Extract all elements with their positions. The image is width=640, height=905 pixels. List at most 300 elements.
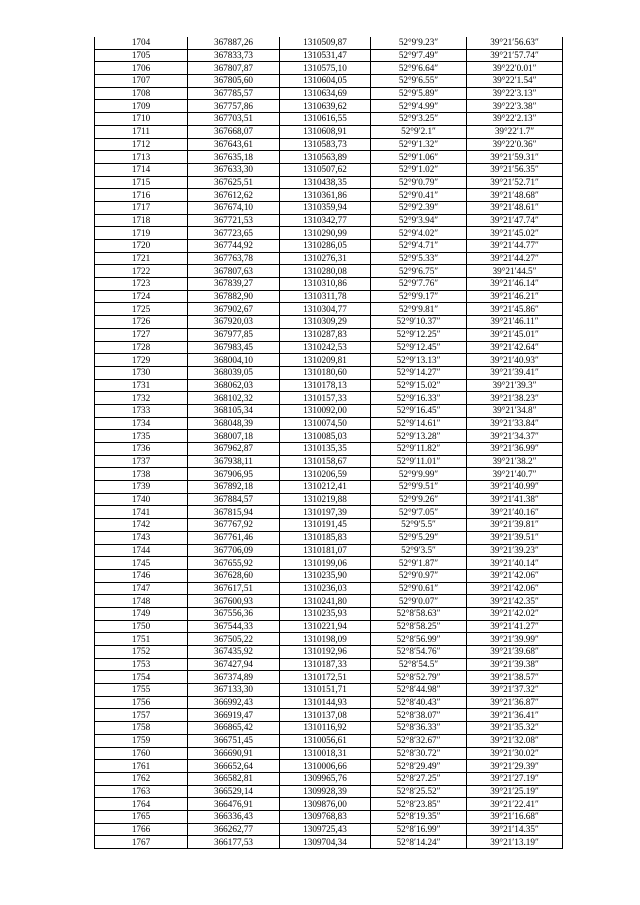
y-coordinate-cell: 1310304,77 <box>280 303 371 316</box>
longitude-cell: 39°21′42.02″ <box>467 607 563 620</box>
y-coordinate-cell: 1310187,33 <box>280 658 371 671</box>
x-coordinate-cell: 367757,86 <box>188 100 280 113</box>
latitude-cell: 52°9′11.01″ <box>371 455 467 468</box>
x-coordinate-cell: 367785,57 <box>188 87 280 100</box>
table-row <box>95 798 563 811</box>
latitude-cell: 52°9′10.37″ <box>371 316 467 329</box>
y-coordinate-cell: 1310236,03 <box>280 582 371 595</box>
longitude-cell: 39°21′42.06″ <box>467 582 563 595</box>
latitude-cell: 52°9′5.5″ <box>371 519 467 532</box>
point-number-cell: 1754 <box>95 671 188 684</box>
x-coordinate-cell: 366336,43 <box>188 810 280 823</box>
table-row <box>95 620 563 633</box>
table-row <box>95 734 563 747</box>
longitude-cell: 39°22′1.54″ <box>467 75 563 88</box>
x-coordinate-cell: 367633,30 <box>188 163 280 176</box>
latitude-cell: 52°9′4.02″ <box>371 227 467 240</box>
longitude-cell: 39°21′45.01″ <box>467 328 563 341</box>
latitude-cell: 52°9′15.02″ <box>371 379 467 392</box>
point-number-cell: 1752 <box>95 646 188 659</box>
latitude-cell: 52°9′4.71″ <box>371 240 467 253</box>
latitude-cell: 52°8′29.49″ <box>371 760 467 773</box>
x-coordinate-cell: 367962,87 <box>188 443 280 456</box>
table-row <box>95 468 563 481</box>
table-row <box>95 493 563 506</box>
longitude-cell: 39°21′32.08″ <box>467 734 563 747</box>
x-coordinate-cell: 367721,53 <box>188 214 280 227</box>
longitude-cell: 39°21′39.51″ <box>467 531 563 544</box>
y-coordinate-cell: 1310157,33 <box>280 392 371 405</box>
x-coordinate-cell: 367761,46 <box>188 531 280 544</box>
point-number-cell: 1741 <box>95 506 188 519</box>
longitude-cell: 39°21′46.11″ <box>467 316 563 329</box>
table-row <box>95 151 563 164</box>
y-coordinate-cell: 1310608,91 <box>280 125 371 138</box>
y-coordinate-cell: 1310185,83 <box>280 531 371 544</box>
y-coordinate-cell: 1310172,51 <box>280 671 371 684</box>
longitude-cell: 39°21′46.21″ <box>467 290 563 303</box>
x-coordinate-cell: 367674,10 <box>188 201 280 214</box>
x-coordinate-cell: 366529,14 <box>188 785 280 798</box>
latitude-cell: 52°9′14.27″ <box>371 366 467 379</box>
table-row <box>95 252 563 265</box>
point-number-cell: 1704 <box>95 37 188 49</box>
y-coordinate-cell: 1309725,43 <box>280 823 371 836</box>
x-coordinate-cell: 367983,45 <box>188 341 280 354</box>
y-coordinate-cell: 1309768,83 <box>280 810 371 823</box>
longitude-cell: 39°21′56.35″ <box>467 163 563 176</box>
x-coordinate-cell: 367815,94 <box>188 506 280 519</box>
longitude-cell: 39°21′44.77″ <box>467 240 563 253</box>
longitude-cell: 39°21′41.38″ <box>467 493 563 506</box>
point-number-cell: 1717 <box>95 201 188 214</box>
latitude-cell: 52°9′13.28″ <box>371 430 467 443</box>
x-coordinate-cell: 368048,39 <box>188 417 280 430</box>
y-coordinate-cell: 1310085,03 <box>280 430 371 443</box>
longitude-cell: 39°21′42.64″ <box>467 341 563 354</box>
x-coordinate-cell: 367505,22 <box>188 633 280 646</box>
table-row <box>95 75 563 88</box>
point-number-cell: 1734 <box>95 417 188 430</box>
point-number-cell: 1756 <box>95 696 188 709</box>
table-row <box>95 684 563 697</box>
table-row <box>95 328 563 341</box>
x-coordinate-cell: 367628,60 <box>188 569 280 582</box>
table-row <box>95 607 563 620</box>
point-number-cell: 1749 <box>95 607 188 620</box>
point-number-cell: 1729 <box>95 354 188 367</box>
x-coordinate-cell: 367744,92 <box>188 240 280 253</box>
y-coordinate-cell: 1310342,77 <box>280 214 371 227</box>
longitude-cell: 39°21′34.37″ <box>467 430 563 443</box>
x-coordinate-cell: 367882,90 <box>188 290 280 303</box>
latitude-cell: 52°8′58.25″ <box>371 620 467 633</box>
longitude-cell: 39°21′42.35″ <box>467 595 563 608</box>
x-coordinate-cell: 367668,07 <box>188 125 280 138</box>
table-row <box>95 189 563 202</box>
latitude-cell: 52°8′30.72″ <box>371 747 467 760</box>
point-number-cell: 1730 <box>95 366 188 379</box>
point-number-cell: 1748 <box>95 595 188 608</box>
y-coordinate-cell: 1310531,47 <box>280 49 371 62</box>
table-row <box>95 417 563 430</box>
x-coordinate-cell: 366582,81 <box>188 772 280 785</box>
latitude-cell: 52°9′5.33″ <box>371 252 467 265</box>
table-row <box>95 404 563 417</box>
y-coordinate-cell: 1310018,31 <box>280 747 371 760</box>
longitude-cell: 39°21′57.74″ <box>467 49 563 62</box>
y-coordinate-cell: 1310135,35 <box>280 443 371 456</box>
latitude-cell: 52°9′2.39″ <box>371 201 467 214</box>
table-row <box>95 163 563 176</box>
latitude-cell: 52°9′2.1″ <box>371 125 467 138</box>
longitude-cell: 39°21′41.27″ <box>467 620 563 633</box>
table-row <box>95 531 563 544</box>
longitude-cell: 39°21′39.38″ <box>467 658 563 671</box>
latitude-cell: 52°9′3.5″ <box>371 544 467 557</box>
point-number-cell: 1709 <box>95 100 188 113</box>
y-coordinate-cell: 1310192,96 <box>280 646 371 659</box>
table-row <box>95 341 563 354</box>
y-coordinate-cell: 1310290,99 <box>280 227 371 240</box>
x-coordinate-cell: 367655,92 <box>188 557 280 570</box>
longitude-cell: 39°22′2.13″ <box>467 113 563 126</box>
point-number-cell: 1721 <box>95 252 188 265</box>
table-row <box>95 214 563 227</box>
longitude-cell: 39°21′40.16″ <box>467 506 563 519</box>
x-coordinate-cell: 366690,91 <box>188 747 280 760</box>
y-coordinate-cell: 1309965,76 <box>280 772 371 785</box>
longitude-cell: 39°21′42.06″ <box>467 569 563 582</box>
latitude-cell: 52°9′5.29″ <box>371 531 467 544</box>
latitude-cell: 52°9′7.05″ <box>371 506 467 519</box>
point-number-cell: 1718 <box>95 214 188 227</box>
point-number-cell: 1711 <box>95 125 188 138</box>
longitude-cell: 39°21′36.99″ <box>467 443 563 456</box>
point-number-cell: 1763 <box>95 785 188 798</box>
point-number-cell: 1742 <box>95 519 188 532</box>
x-coordinate-cell: 367938,11 <box>188 455 280 468</box>
point-number-cell: 1710 <box>95 113 188 126</box>
x-coordinate-cell: 367612,62 <box>188 189 280 202</box>
table-row <box>95 49 563 62</box>
latitude-cell: 52°9′1.32″ <box>371 138 467 151</box>
y-coordinate-cell: 1310212,41 <box>280 481 371 494</box>
latitude-cell: 52°9′12.25″ <box>371 328 467 341</box>
y-coordinate-cell: 1310137,08 <box>280 709 371 722</box>
longitude-cell: 39°21′13.19″ <box>467 836 563 849</box>
latitude-cell: 52°9′0.07″ <box>371 595 467 608</box>
latitude-cell: 52°9′1.06″ <box>371 151 467 164</box>
x-coordinate-cell: 368039,05 <box>188 366 280 379</box>
table-row <box>95 557 563 570</box>
table-row <box>95 303 563 316</box>
latitude-cell: 52°8′58.63″ <box>371 607 467 620</box>
x-coordinate-cell: 367703,51 <box>188 113 280 126</box>
latitude-cell: 52°9′3.25″ <box>371 113 467 126</box>
table-row <box>95 646 563 659</box>
x-coordinate-cell: 367600,93 <box>188 595 280 608</box>
longitude-cell: 39°21′35.32″ <box>467 722 563 735</box>
y-coordinate-cell: 1310242,53 <box>280 341 371 354</box>
latitude-cell: 52°9′9.81″ <box>371 303 467 316</box>
longitude-cell: 39°21′45.86″ <box>467 303 563 316</box>
x-coordinate-cell: 367435,92 <box>188 646 280 659</box>
y-coordinate-cell: 1310235,93 <box>280 607 371 620</box>
longitude-cell: 39°21′14.35″ <box>467 823 563 836</box>
latitude-cell: 52°9′7.49″ <box>371 49 467 62</box>
x-coordinate-cell: 367427,94 <box>188 658 280 671</box>
y-coordinate-cell: 1310241,80 <box>280 595 371 608</box>
point-number-cell: 1751 <box>95 633 188 646</box>
longitude-cell: 39°21′39.99″ <box>467 633 563 646</box>
longitude-cell: 39°21′38.57″ <box>467 671 563 684</box>
table-row <box>95 354 563 367</box>
y-coordinate-cell: 1310276,31 <box>280 252 371 265</box>
table-row <box>95 760 563 773</box>
y-coordinate-cell: 1310286,05 <box>280 240 371 253</box>
y-coordinate-cell: 1309704,34 <box>280 836 371 849</box>
point-number-cell: 1731 <box>95 379 188 392</box>
x-coordinate-cell: 367807,63 <box>188 265 280 278</box>
table-row <box>95 823 563 836</box>
latitude-cell: 52°9′6.75″ <box>371 265 467 278</box>
latitude-cell: 52°8′25.52″ <box>371 785 467 798</box>
y-coordinate-cell: 1310181,07 <box>280 544 371 557</box>
longitude-cell: 39°21′44.5″ <box>467 265 563 278</box>
latitude-cell: 52°8′44.98″ <box>371 684 467 697</box>
y-coordinate-cell: 1310507,62 <box>280 163 371 176</box>
y-coordinate-cell: 1310144,93 <box>280 696 371 709</box>
x-coordinate-cell: 367556,36 <box>188 607 280 620</box>
point-number-cell: 1714 <box>95 163 188 176</box>
latitude-cell: 52°8′16.99″ <box>371 823 467 836</box>
table-row <box>95 569 563 582</box>
point-number-cell: 1725 <box>95 303 188 316</box>
point-number-cell: 1708 <box>95 87 188 100</box>
latitude-cell: 52°8′54.76″ <box>371 646 467 659</box>
latitude-cell: 52°9′13.13″ <box>371 354 467 367</box>
table-row <box>95 138 563 151</box>
longitude-cell: 39°21′36.41″ <box>467 709 563 722</box>
y-coordinate-cell: 1310006,66 <box>280 760 371 773</box>
point-number-cell: 1767 <box>95 836 188 849</box>
longitude-cell: 39°21′39.68″ <box>467 646 563 659</box>
longitude-cell: 39°21′27.19″ <box>467 772 563 785</box>
point-number-cell: 1766 <box>95 823 188 836</box>
longitude-cell: 39°21′40.7″ <box>467 468 563 481</box>
table-row <box>95 722 563 735</box>
latitude-cell: 52°8′38.07″ <box>371 709 467 722</box>
y-coordinate-cell: 1310158,67 <box>280 455 371 468</box>
latitude-cell: 52°9′14.61″ <box>371 417 467 430</box>
x-coordinate-cell: 367133,30 <box>188 684 280 697</box>
latitude-cell: 52°9′0.41″ <box>371 189 467 202</box>
y-coordinate-cell: 1310191,45 <box>280 519 371 532</box>
x-coordinate-cell: 367920,03 <box>188 316 280 329</box>
point-number-cell: 1733 <box>95 404 188 417</box>
x-coordinate-cell: 367706,09 <box>188 544 280 557</box>
latitude-cell: 52°9′7.76″ <box>371 278 467 291</box>
x-coordinate-cell: 367887,26 <box>188 37 280 49</box>
x-coordinate-cell: 366476,91 <box>188 798 280 811</box>
longitude-cell: 39°21′38.2″ <box>467 455 563 468</box>
table-row <box>95 595 563 608</box>
point-number-cell: 1712 <box>95 138 188 151</box>
y-coordinate-cell: 1310221,94 <box>280 620 371 633</box>
y-coordinate-cell: 1310151,71 <box>280 684 371 697</box>
y-coordinate-cell: 1310180,60 <box>280 366 371 379</box>
latitude-cell: 52°9′11.82″ <box>371 443 467 456</box>
longitude-cell: 39°22′3.38″ <box>467 100 563 113</box>
point-number-cell: 1750 <box>95 620 188 633</box>
point-number-cell: 1736 <box>95 443 188 456</box>
point-number-cell: 1747 <box>95 582 188 595</box>
point-number-cell: 1762 <box>95 772 188 785</box>
point-number-cell: 1740 <box>95 493 188 506</box>
coordinates-table <box>94 37 563 849</box>
x-coordinate-cell: 366262,77 <box>188 823 280 836</box>
y-coordinate-cell: 1310310,86 <box>280 278 371 291</box>
point-number-cell: 1739 <box>95 481 188 494</box>
longitude-cell: 39°21′40.93″ <box>467 354 563 367</box>
point-number-cell: 1744 <box>95 544 188 557</box>
longitude-cell: 39°21′33.84″ <box>467 417 563 430</box>
longitude-cell: 39°22′0.01″ <box>467 62 563 75</box>
table-row <box>95 100 563 113</box>
longitude-cell: 39°21′22.41″ <box>467 798 563 811</box>
latitude-cell: 52°9′9.26″ <box>371 493 467 506</box>
table-row <box>95 506 563 519</box>
y-coordinate-cell: 1310616,55 <box>280 113 371 126</box>
table-row <box>95 392 563 405</box>
point-number-cell: 1745 <box>95 557 188 570</box>
point-number-cell: 1728 <box>95 341 188 354</box>
point-number-cell: 1732 <box>95 392 188 405</box>
table-row <box>95 443 563 456</box>
longitude-cell: 39°21′48.68″ <box>467 189 563 202</box>
latitude-cell: 52°9′0.61″ <box>371 582 467 595</box>
y-coordinate-cell: 1310438,35 <box>280 176 371 189</box>
point-number-cell: 1764 <box>95 798 188 811</box>
longitude-cell: 39°21′37.32″ <box>467 684 563 697</box>
y-coordinate-cell: 1310509,87 <box>280 37 371 49</box>
table-row <box>95 240 563 253</box>
y-coordinate-cell: 1310198,09 <box>280 633 371 646</box>
latitude-cell: 52°8′56.99″ <box>371 633 467 646</box>
x-coordinate-cell: 368105,34 <box>188 404 280 417</box>
table-row <box>95 278 563 291</box>
x-coordinate-cell: 367902,67 <box>188 303 280 316</box>
latitude-cell: 52°9′1.87″ <box>371 557 467 570</box>
point-number-cell: 1758 <box>95 722 188 735</box>
latitude-cell: 52°8′36.33″ <box>371 722 467 735</box>
x-coordinate-cell: 368004,10 <box>188 354 280 367</box>
x-coordinate-cell: 367833,73 <box>188 49 280 62</box>
table-row <box>95 201 563 214</box>
point-number-cell: 1724 <box>95 290 188 303</box>
table-row <box>95 37 563 49</box>
y-coordinate-cell: 1309928,39 <box>280 785 371 798</box>
point-number-cell: 1715 <box>95 176 188 189</box>
y-coordinate-cell: 1310197,39 <box>280 506 371 519</box>
table-row <box>95 810 563 823</box>
table-row <box>95 785 563 798</box>
x-coordinate-cell: 366992,43 <box>188 696 280 709</box>
table-row <box>95 658 563 671</box>
table-row <box>95 87 563 100</box>
longitude-cell: 39°21′25.19″ <box>467 785 563 798</box>
table-row <box>95 582 563 595</box>
table-row <box>95 379 563 392</box>
y-coordinate-cell: 1310199,06 <box>280 557 371 570</box>
latitude-cell: 52°9′0.79″ <box>371 176 467 189</box>
latitude-cell: 52°9′16.45″ <box>371 404 467 417</box>
y-coordinate-cell: 1310074,50 <box>280 417 371 430</box>
latitude-cell: 52°8′14.24″ <box>371 836 467 849</box>
latitude-cell: 52°8′32.67″ <box>371 734 467 747</box>
x-coordinate-cell: 367374,89 <box>188 671 280 684</box>
point-number-cell: 1705 <box>95 49 188 62</box>
y-coordinate-cell: 1310311,78 <box>280 290 371 303</box>
y-coordinate-cell: 1310235,90 <box>280 569 371 582</box>
latitude-cell: 52°8′23.85″ <box>371 798 467 811</box>
table-row <box>95 62 563 75</box>
longitude-cell: 39°21′52.71″ <box>467 176 563 189</box>
point-number-cell: 1719 <box>95 227 188 240</box>
point-number-cell: 1706 <box>95 62 188 75</box>
latitude-cell: 52°9′9.51″ <box>371 481 467 494</box>
x-coordinate-cell: 367977,85 <box>188 328 280 341</box>
table-row <box>95 265 563 278</box>
table-row <box>95 125 563 138</box>
longitude-cell: 39°21′40.99″ <box>467 481 563 494</box>
y-coordinate-cell: 1310219,88 <box>280 493 371 506</box>
point-number-cell: 1760 <box>95 747 188 760</box>
latitude-cell: 52°9′1.02″ <box>371 163 467 176</box>
longitude-cell: 39°21′46.14″ <box>467 278 563 291</box>
point-number-cell: 1735 <box>95 430 188 443</box>
x-coordinate-cell: 367906,95 <box>188 468 280 481</box>
longitude-cell: 39°21′39.81″ <box>467 519 563 532</box>
x-coordinate-cell: 366865,42 <box>188 722 280 735</box>
x-coordinate-cell: 367643,61 <box>188 138 280 151</box>
point-number-cell: 1759 <box>95 734 188 747</box>
y-coordinate-cell: 1310563,89 <box>280 151 371 164</box>
table-row <box>95 696 563 709</box>
table-row <box>95 366 563 379</box>
point-number-cell: 1723 <box>95 278 188 291</box>
table-row <box>95 227 563 240</box>
table-row <box>95 671 563 684</box>
longitude-cell: 39°21′44.27″ <box>467 252 563 265</box>
point-number-cell: 1737 <box>95 455 188 468</box>
x-coordinate-cell: 367805,60 <box>188 75 280 88</box>
point-number-cell: 1757 <box>95 709 188 722</box>
table-row <box>95 709 563 722</box>
y-coordinate-cell: 1310359,94 <box>280 201 371 214</box>
point-number-cell: 1722 <box>95 265 188 278</box>
y-coordinate-cell: 1310604,05 <box>280 75 371 88</box>
y-coordinate-cell: 1310309,29 <box>280 316 371 329</box>
table-row <box>95 113 563 126</box>
longitude-cell: 39°21′36.87″ <box>467 696 563 709</box>
longitude-cell: 39°21′30.02″ <box>467 747 563 760</box>
y-coordinate-cell: 1310287,83 <box>280 328 371 341</box>
latitude-cell: 52°9′6.64″ <box>371 62 467 75</box>
x-coordinate-cell: 366177,53 <box>188 836 280 849</box>
latitude-cell: 52°8′40.43″ <box>371 696 467 709</box>
